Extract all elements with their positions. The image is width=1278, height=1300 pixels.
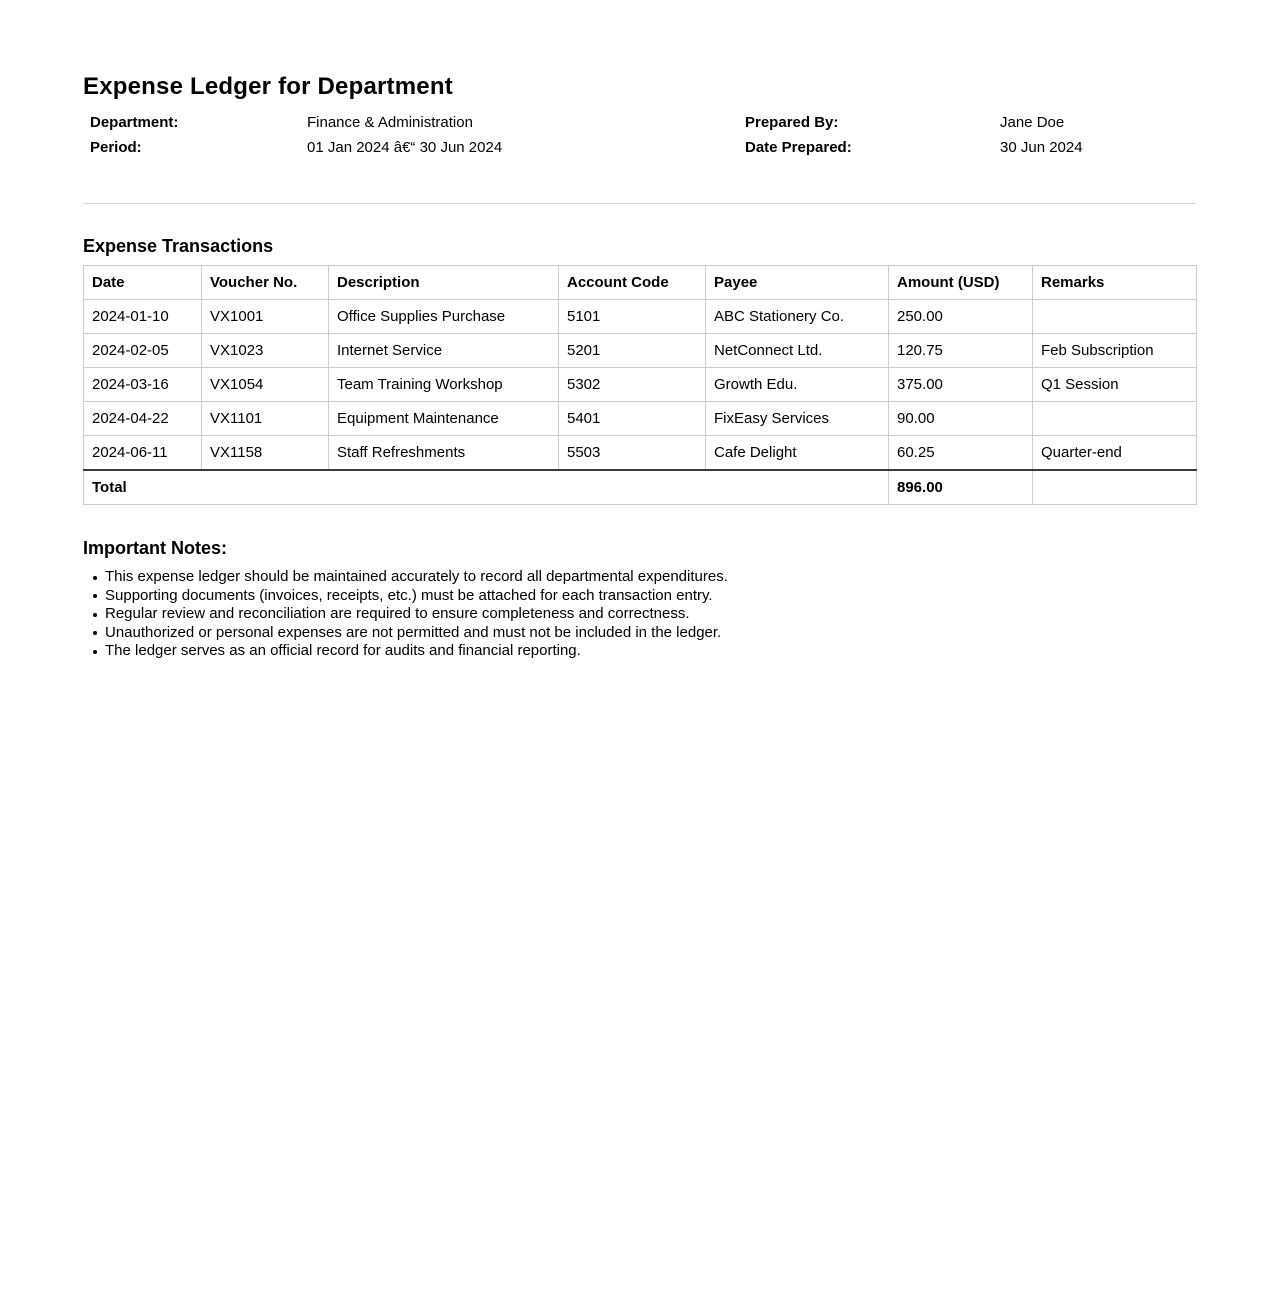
cell-voucher: VX1001 <box>202 300 329 334</box>
notes-list <box>83 568 1196 661</box>
cell-payee: Cafe Delight <box>706 436 889 471</box>
column-header-date: Date <box>84 266 202 300</box>
cell-payee: FixEasy Services <box>706 402 889 436</box>
cell-remarks: Feb Subscription <box>1033 334 1197 368</box>
column-header-remarks: Remarks <box>1033 266 1197 300</box>
total-row <box>84 470 1197 505</box>
cell-voucher: VX1054 <box>202 368 329 402</box>
cell-date: 2024-06-11 <box>84 436 202 471</box>
table-row <box>84 402 1197 436</box>
department-label: Department: <box>90 114 179 131</box>
cell-description: Internet Service <box>329 334 559 368</box>
cell-voucher: VX1101 <box>202 402 329 436</box>
department-value: Finance & Administration <box>307 114 473 131</box>
cell-description: Office Supplies Purchase <box>329 300 559 334</box>
cell-date: 2024-02-05 <box>84 334 202 368</box>
cell-account-code: 5201 <box>559 334 706 368</box>
total-label: Total <box>84 470 889 505</box>
table-row <box>84 436 1197 471</box>
section-heading-notes: Important Notes: <box>83 538 227 558</box>
table-header-row <box>84 266 1197 300</box>
document-header-fields <box>90 110 1196 160</box>
cell-date: 2024-04-22 <box>84 402 202 436</box>
note-item: Regular review and reconciliation are required to ensure completeness and correctness. <box>83 605 1196 624</box>
column-header-account-code: Account Code <box>559 266 706 300</box>
table-row <box>84 368 1197 402</box>
cell-date: 2024-01-10 <box>84 300 202 334</box>
prepared-by-value: Jane Doe <box>1000 114 1065 131</box>
cell-description: Staff Refreshments <box>329 436 559 471</box>
page-title: Expense Ledger for Department <box>83 73 453 100</box>
prepared-by-label: Prepared By: <box>745 114 839 131</box>
date-prepared-value: 30 Jun 2024 <box>1000 139 1083 156</box>
document-content <box>83 72 1196 661</box>
cell-voucher: VX1158 <box>202 436 329 471</box>
cell-remarks <box>1033 402 1197 436</box>
cell-account-code: 5101 <box>559 300 706 334</box>
date-prepared-label: Date Prepared: <box>745 139 852 156</box>
total-amount: 896.00 <box>889 470 1033 505</box>
cell-date: 2024-03-16 <box>84 368 202 402</box>
cell-remarks: Q1 Session <box>1033 368 1197 402</box>
cell-voucher: VX1023 <box>202 334 329 368</box>
cell-description: Equipment Maintenance <box>329 402 559 436</box>
note-item: The ledger serves as an official record for audits and financial reporting. <box>83 642 1196 661</box>
cell-amount: 120.75 <box>889 334 1033 368</box>
cell-amount: 250.00 <box>889 300 1033 334</box>
period-label: Period: <box>90 139 142 156</box>
note-item: This expense ledger should be maintained accurately to record all departmental expenditures. <box>83 568 1196 587</box>
header-divider <box>83 203 1196 204</box>
cell-amount: 90.00 <box>889 402 1033 436</box>
column-header-payee: Payee <box>706 266 889 300</box>
cell-remarks <box>1033 300 1197 334</box>
note-item: Supporting documents (invoices, receipts, etc.) must be attached for each transaction entry. <box>83 587 1196 606</box>
cell-payee: Growth Edu. <box>706 368 889 402</box>
cell-payee: NetConnect Ltd. <box>706 334 889 368</box>
cell-description: Team Training Workshop <box>329 368 559 402</box>
table-row <box>84 334 1197 368</box>
cell-account-code: 5503 <box>559 436 706 471</box>
period-value: 01 Jan 2024 â€“ 30 Jun 2024 <box>307 139 503 156</box>
transactions-table <box>83 265 1197 505</box>
column-header-voucher: Voucher No. <box>202 266 329 300</box>
cell-amount: 60.25 <box>889 436 1033 471</box>
cell-amount: 375.00 <box>889 368 1033 402</box>
column-header-description: Description <box>329 266 559 300</box>
cell-payee: ABC Stationery Co. <box>706 300 889 334</box>
section-heading-transactions: Expense Transactions <box>83 236 274 256</box>
cell-account-code: 5401 <box>559 402 706 436</box>
cell-account-code: 5302 <box>559 368 706 402</box>
table-row <box>84 300 1197 334</box>
total-remarks-empty <box>1033 470 1197 505</box>
column-header-amount: Amount (USD) <box>889 266 1033 300</box>
cell-remarks: Quarter-end <box>1033 436 1197 471</box>
note-item: Unauthorized or personal expenses are not permitted and must not be included in the ledger. <box>83 624 1196 643</box>
